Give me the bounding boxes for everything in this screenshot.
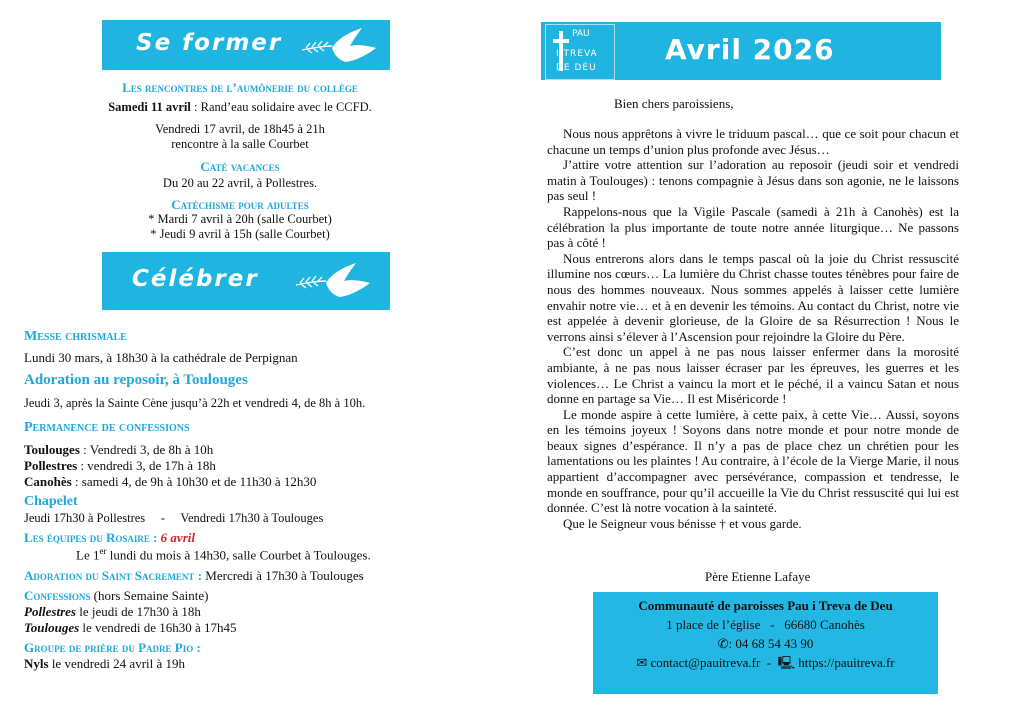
greeting: Bien chers paroissiens,	[614, 96, 734, 111]
logo-line-1: PAU	[572, 29, 590, 39]
padre-pio-heading: Groupe de prière du Padre Pio :	[24, 640, 201, 655]
contact-title: Communauté de paroisses Pau i Treva de Deu	[638, 598, 893, 613]
se-former-title: Se former	[136, 30, 283, 56]
letter-paragraph: Nous nous apprêtons à vivre le triduum pascal… que ce soit pour chacun et chacune un temps d’union plus profonde avec Jésus…	[547, 126, 959, 157]
logo	[545, 24, 615, 80]
confessions-line-2-place: Toulouges	[24, 620, 80, 635]
adoration-reposoir-line-1: Jeudi 3, après la Sainte Cène jusqu’à 22h et vendredi 4, de 8h à 10h.	[24, 396, 366, 410]
rosaire-date: 6 avril	[160, 530, 195, 545]
contact-phone: ✆: 04 68 54 43 90	[717, 636, 814, 651]
confessions-heading: Confessions	[24, 588, 91, 603]
permanence-line-1-place: Toulouges	[24, 442, 80, 457]
padre-pio-line-1-place: Nyls	[24, 656, 49, 671]
logo-line-3: DE DÉU	[556, 63, 597, 73]
confessions-note: (hors Semaine Sainte)	[90, 588, 209, 603]
permanence-line-2-place: Pollestres	[24, 458, 78, 473]
letter-paragraph: Le monde aspire à cette lumière, à cette paix, à cette Vie… Aussi, soyons en les témoins joyeux ! Soyons dans notre monde et pour notre monde de beaux signes d’espérance. Il n’y a pas de place chez un chrétien pour les lamentations ou les plaintes ! Au contraire, à l’école de la Vierge Marie, il nous appartient d’accompagner avec persévérance, compassion et tendresse, le monde en souffrance, pour qu’il accueille la Vie du Christ ressuscité qui lui est donnée. C’est là notre vocation à la sainteté.	[547, 406, 959, 516]
adoration-reposoir-heading: Adoration au reposoir, à Toulouges	[24, 372, 248, 388]
letter-paragraph: Que le Seigneur vous bénisse † et vous garde.	[563, 515, 802, 531]
catechisme-line-2: * Jeudi 9 avril à 15h (salle Courbet)	[150, 227, 330, 241]
chapelet-heading: Chapelet	[24, 494, 78, 509]
confessions-line-1-text: le jeudi de 17h30 à 18h	[76, 604, 201, 619]
permanence-line-1	[24, 442, 213, 458]
dove-icon	[292, 259, 374, 303]
permanence-line-2-text: : vendredi 3, de 17h à 18h	[77, 458, 216, 473]
saint-sacrement-text: Mercredi à 17h30 à Toulouges	[205, 568, 364, 583]
catechisme-heading: Catéchisme pour adultes	[171, 197, 309, 212]
catechisme-line-1: * Mardi 7 avril à 20h (salle Courbet)	[148, 212, 332, 226]
aumonerie-line-1	[40, 100, 440, 115]
permanence-line-1-text: : Vendredi 3, de 8h à 10h	[79, 442, 214, 457]
se-former-banner	[102, 20, 390, 70]
celebrer-title: Célébrer	[132, 266, 259, 292]
contact-links	[593, 653, 938, 672]
contact-website[interactable]: 🖳 https://pauitreva.fr	[777, 655, 895, 670]
dove-icon	[298, 24, 380, 68]
rosaire-line-1-sup: er	[99, 546, 107, 556]
rosaire-line-1-b: lundi du mois à 14h30, salle Courbet à Toulouges.	[106, 547, 371, 563]
aumonerie-line-3: rencontre à la salle Courbet	[171, 137, 309, 151]
rosaire-heading: Les équipes du Rosaire :	[24, 530, 161, 545]
letter-paragraph: C’est donc un appel à ne pas nous laisser enfermer dans la morosité ambiante, à ne pas nous laisser écraser par les épreuves, les guerres et les violences… Le Christ a vaincu la mort et le péché, il a vaincu Satan et nous donne en partage sa Vie… Il est Miséricorde !	[547, 344, 959, 407]
letter-paragraph: Rappelons-nous que la Vigile Pascale (samedi à 21h à Canohès) est la célébration la plus importante de toute notre année liturgique… Ne passons pas à côté !	[547, 203, 959, 251]
celebrer-banner	[102, 252, 390, 310]
logo-line-2: I TREVA	[556, 49, 598, 59]
contact-email[interactable]: ✉ contact@pauitreva.fr	[636, 655, 761, 670]
saint-sacrement-row	[24, 568, 364, 584]
aumonerie-line-1-date: Samedi 11 avril	[108, 100, 191, 114]
messe-heading: Messe chrismale	[24, 329, 127, 344]
confessions-line-2	[24, 620, 237, 636]
contact-box	[593, 592, 938, 694]
rosaire-line-1	[76, 546, 371, 563]
signature: Père Etienne Lafaye	[705, 569, 811, 584]
saint-sacrement-heading: Adoration du Saint Sacrement :	[24, 568, 206, 583]
permanence-line-3	[24, 474, 316, 490]
cate-line-1: Du 20 au 22 avril, à Pollestres.	[162, 176, 318, 190]
padre-pio-line-1	[24, 656, 185, 672]
confessions-line-1-place: Pollestres	[24, 604, 76, 619]
permanence-line-3-text: : samedi 4, de 9h à 10h30 et de 11h30 à 12h30	[71, 474, 317, 489]
header-title: Avril 2026	[665, 33, 835, 66]
letter-paragraph: Nous entrerons alors dans le temps pascal où la joie du Christ ressuscité illumine nos cœurs… La lumière du Christ chasse toutes ténèbres pour faire de nous des hommes nouveaux. Nous sommes appelés à laisser cette lumière envahir notre vie… et à en devenir les témoins. Au contact du Christ, notre vie est appelée à devenir glorieuse, de la Gloire de sa Résurrection ! Nous le verrons ainsi s’élever à l’Ascension pour rejoindre la Gloire du Père.	[547, 250, 959, 344]
padre-pio-line-1-text: le vendredi 24 avril à 19h	[48, 656, 186, 671]
aumonerie-heading: Les rencontres de l’aumônerie du collège	[122, 80, 358, 95]
permanence-heading: Permanence de confessions	[24, 420, 190, 435]
confessions-line-1	[24, 604, 201, 620]
rosaire-heading-row	[24, 530, 195, 546]
messe-line-1: Lundi 30 mars, à 18h30 à la cathédrale de Perpignan	[24, 350, 298, 365]
permanence-line-2	[24, 458, 216, 474]
confessions-line-2-text: le vendredi de 16h30 à 17h45	[79, 620, 237, 635]
contact-separator: -	[760, 655, 778, 670]
permanence-line-3-place: Canohès	[24, 474, 72, 489]
chapelet-line-1: Jeudi 17h30 à Pollestres - Vendredi 17h30 à Toulouges	[24, 511, 324, 525]
letter-paragraph: J’attire votre attention sur l’adoration au reposoir (jeudi soir et vendredi matin à Toulouges) : tenons compagnie à Jésus dans son agonie, ne le laissons pas seul !	[547, 157, 959, 204]
rosaire-line-1-a: Le 1	[76, 547, 100, 563]
aumonerie-line-2: Vendredi 17 avril, de 18h45 à 21h	[155, 122, 325, 136]
confessions-heading-row	[24, 588, 208, 604]
contact-address: 1 place de l’église - 66680 Canohès	[666, 617, 865, 632]
cate-heading: Caté vacances	[200, 159, 280, 174]
aumonerie-line-1-text: : Rand’eau solidaire avec le CCFD.	[190, 100, 372, 114]
header-banner	[541, 22, 941, 80]
letter-body	[547, 126, 959, 531]
